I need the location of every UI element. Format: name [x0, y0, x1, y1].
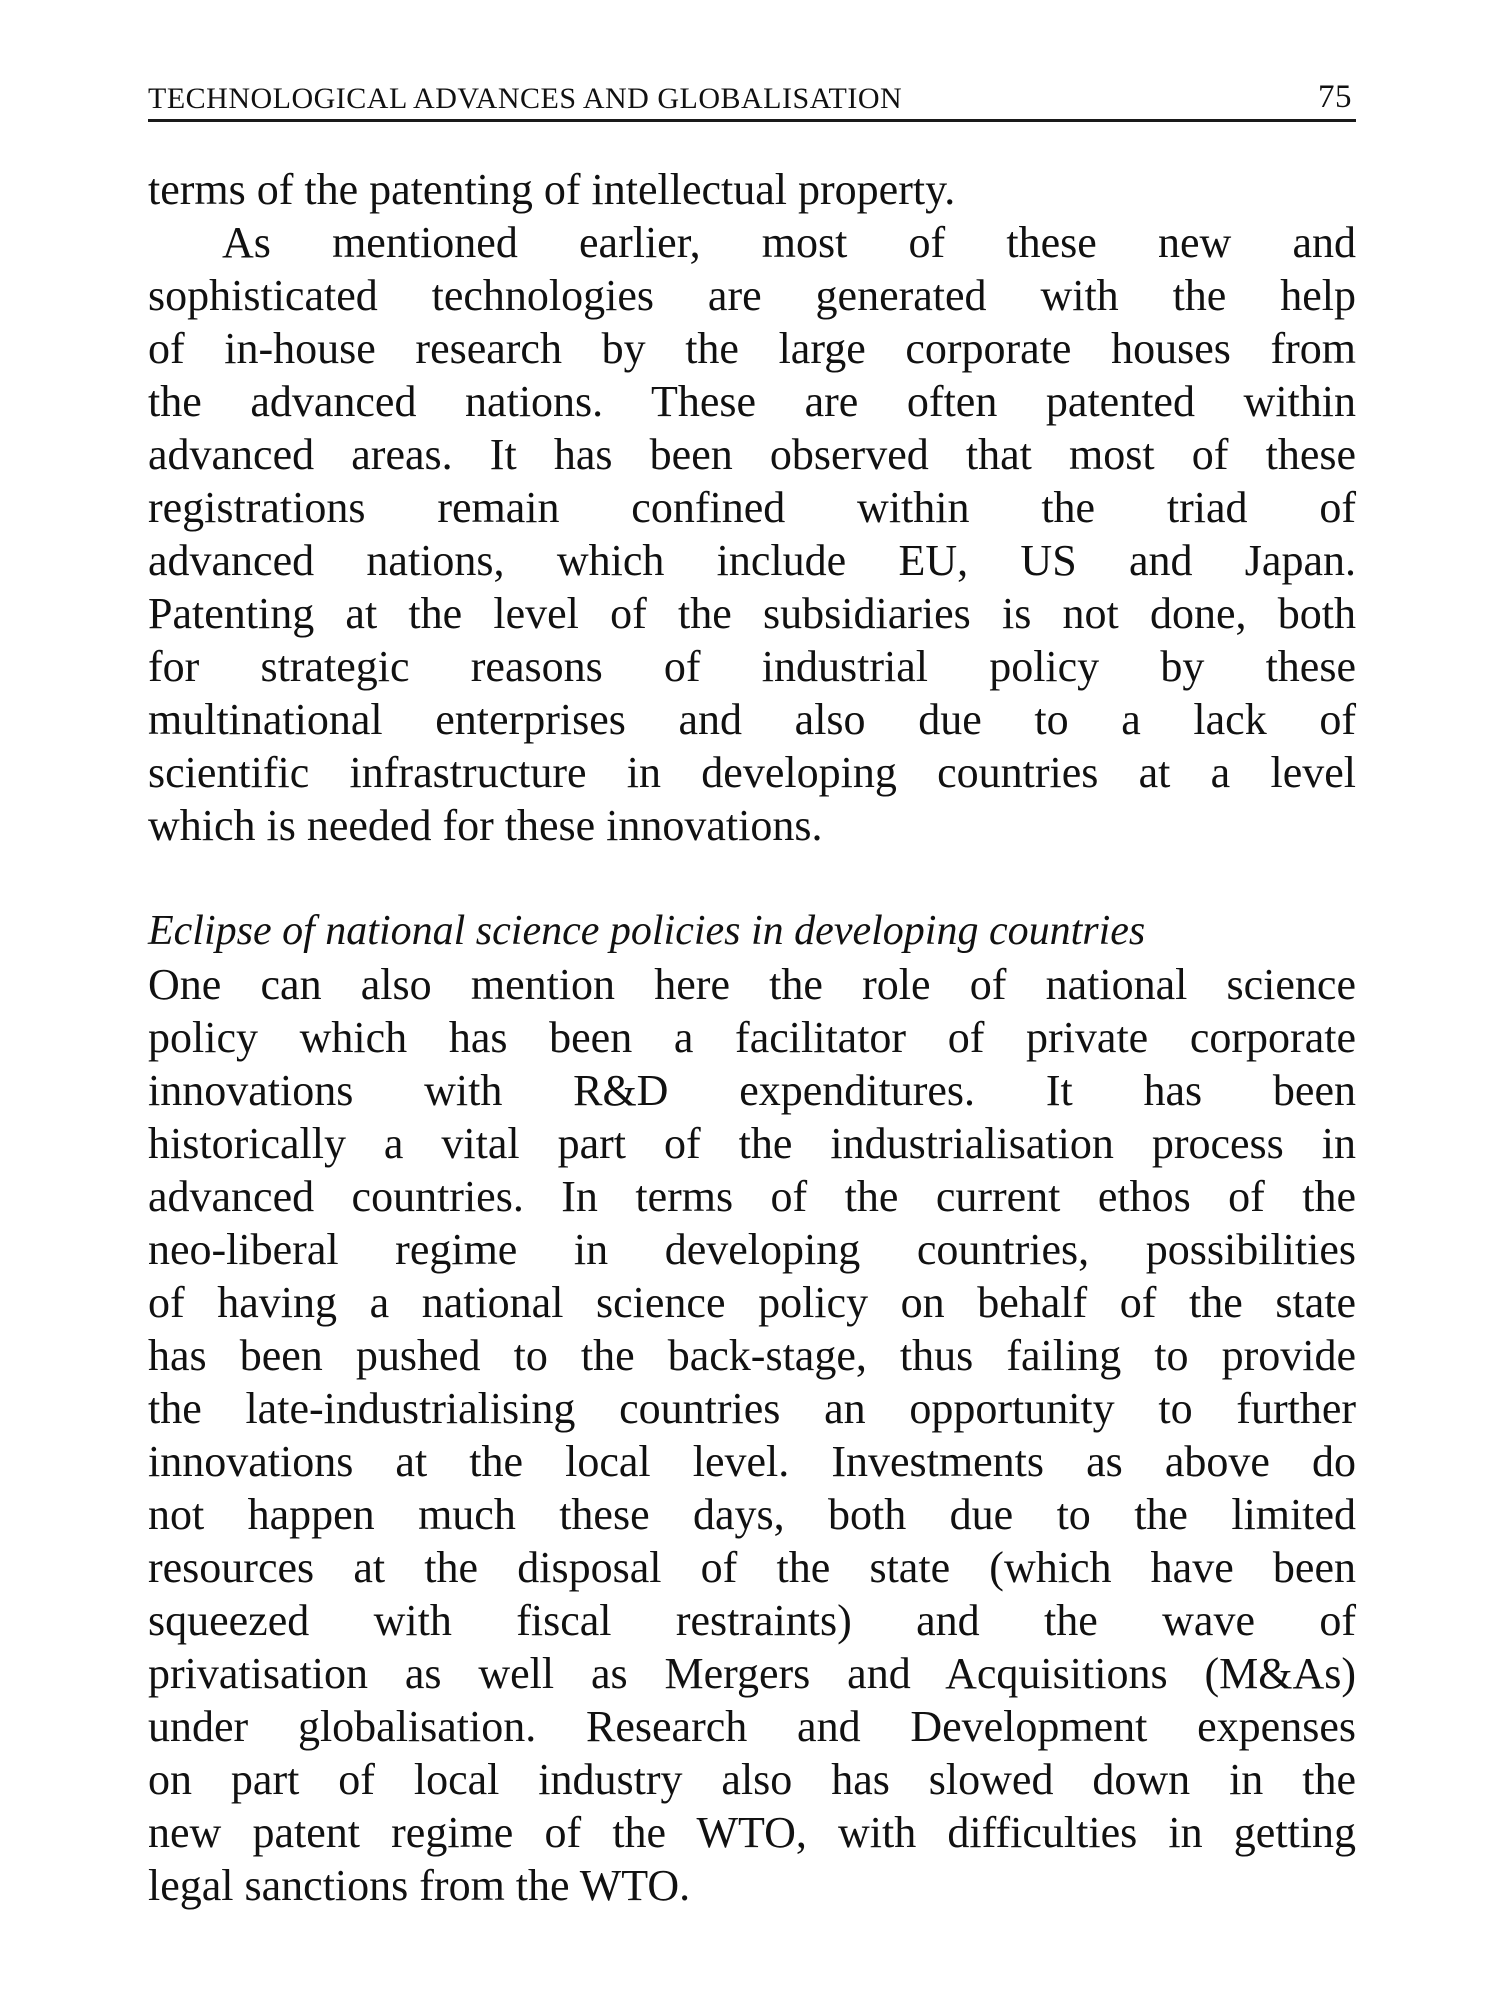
paragraph-science-policy: [148, 958, 1356, 1912]
text-line: historically a vital part of the industrialisation process in: [148, 1119, 1356, 1168]
page-number: 75: [1318, 79, 1352, 115]
text-line: resources at the disposal of the state (which have been: [148, 1543, 1356, 1592]
text-line: not happen much these days, both due to the limited: [148, 1490, 1356, 1539]
text-line: of in-house research by the large corporate houses from: [148, 324, 1356, 373]
text-line: the advanced nations. These are often patented within: [148, 377, 1356, 426]
paragraph-triad-patents: [148, 216, 1356, 852]
text-line: One can also mention here the role of national science: [148, 960, 1356, 1009]
text-line: new patent regime of the WTO, with difficulties in getting: [148, 1808, 1356, 1857]
text-line: policy which has been a facilitator of private corporate: [148, 1013, 1356, 1062]
text-line: on part of local industry also has slowed down in the: [148, 1755, 1356, 1804]
text-line: registrations remain confined within the triad of: [148, 483, 1356, 532]
text-line: under globalisation. Research and Development expenses: [148, 1702, 1356, 1751]
text-line: advanced nations, which include EU, US and Japan.: [148, 536, 1356, 585]
paragraph-continuation: [148, 163, 1356, 216]
text-line: terms of the patenting of intellectual property.: [148, 165, 956, 214]
text-line: sophisticated technologies are generated with the help: [148, 271, 1356, 320]
text-line: legal sanctions from the WTO.: [148, 1861, 691, 1910]
text-line: neo-liberal regime in developing countries, possibilities: [148, 1225, 1356, 1274]
text-line: squeezed with fiscal restraints) and the wave of: [148, 1596, 1356, 1645]
body-text: [148, 163, 1356, 1912]
text-line: of having a national science policy on behalf of the state: [148, 1278, 1356, 1327]
text-line: Patenting at the level of the subsidiaries is not done, both: [148, 589, 1356, 638]
text-line: which is needed for these innovations.: [148, 801, 823, 850]
text-line: privatisation as well as Mergers and Acquisitions (M&As): [148, 1649, 1356, 1698]
text-line: scientific infrastructure in developing countries at a level: [148, 748, 1356, 797]
text-line: innovations at the local level. Investments as above do: [148, 1437, 1356, 1486]
text-line: advanced countries. In terms of the current ethos of the: [148, 1172, 1356, 1221]
running-head: [148, 72, 1356, 116]
text-line: As mentioned earlier, most of these new and: [222, 218, 1356, 267]
text-line: multinational enterprises and also due to a lack of: [148, 695, 1356, 744]
text-line: advanced areas. It has been observed that most of these: [148, 430, 1356, 479]
text-line: for strategic reasons of industrial policy by these: [148, 642, 1356, 691]
section-heading: Eclipse of national science policies in developing countries: [148, 908, 1146, 954]
running-title: TECHNOLOGICAL ADVANCES AND GLOBALISATION: [148, 82, 903, 115]
text-line: innovations with R&D expenditures. It has been: [148, 1066, 1356, 1115]
text-line: the late-industrialising countries an opportunity to further: [148, 1384, 1356, 1433]
paragraph-spacer: [148, 852, 1356, 905]
header-rule: [148, 119, 1356, 122]
text-line: has been pushed to the back-stage, thus failing to provide: [148, 1331, 1356, 1380]
